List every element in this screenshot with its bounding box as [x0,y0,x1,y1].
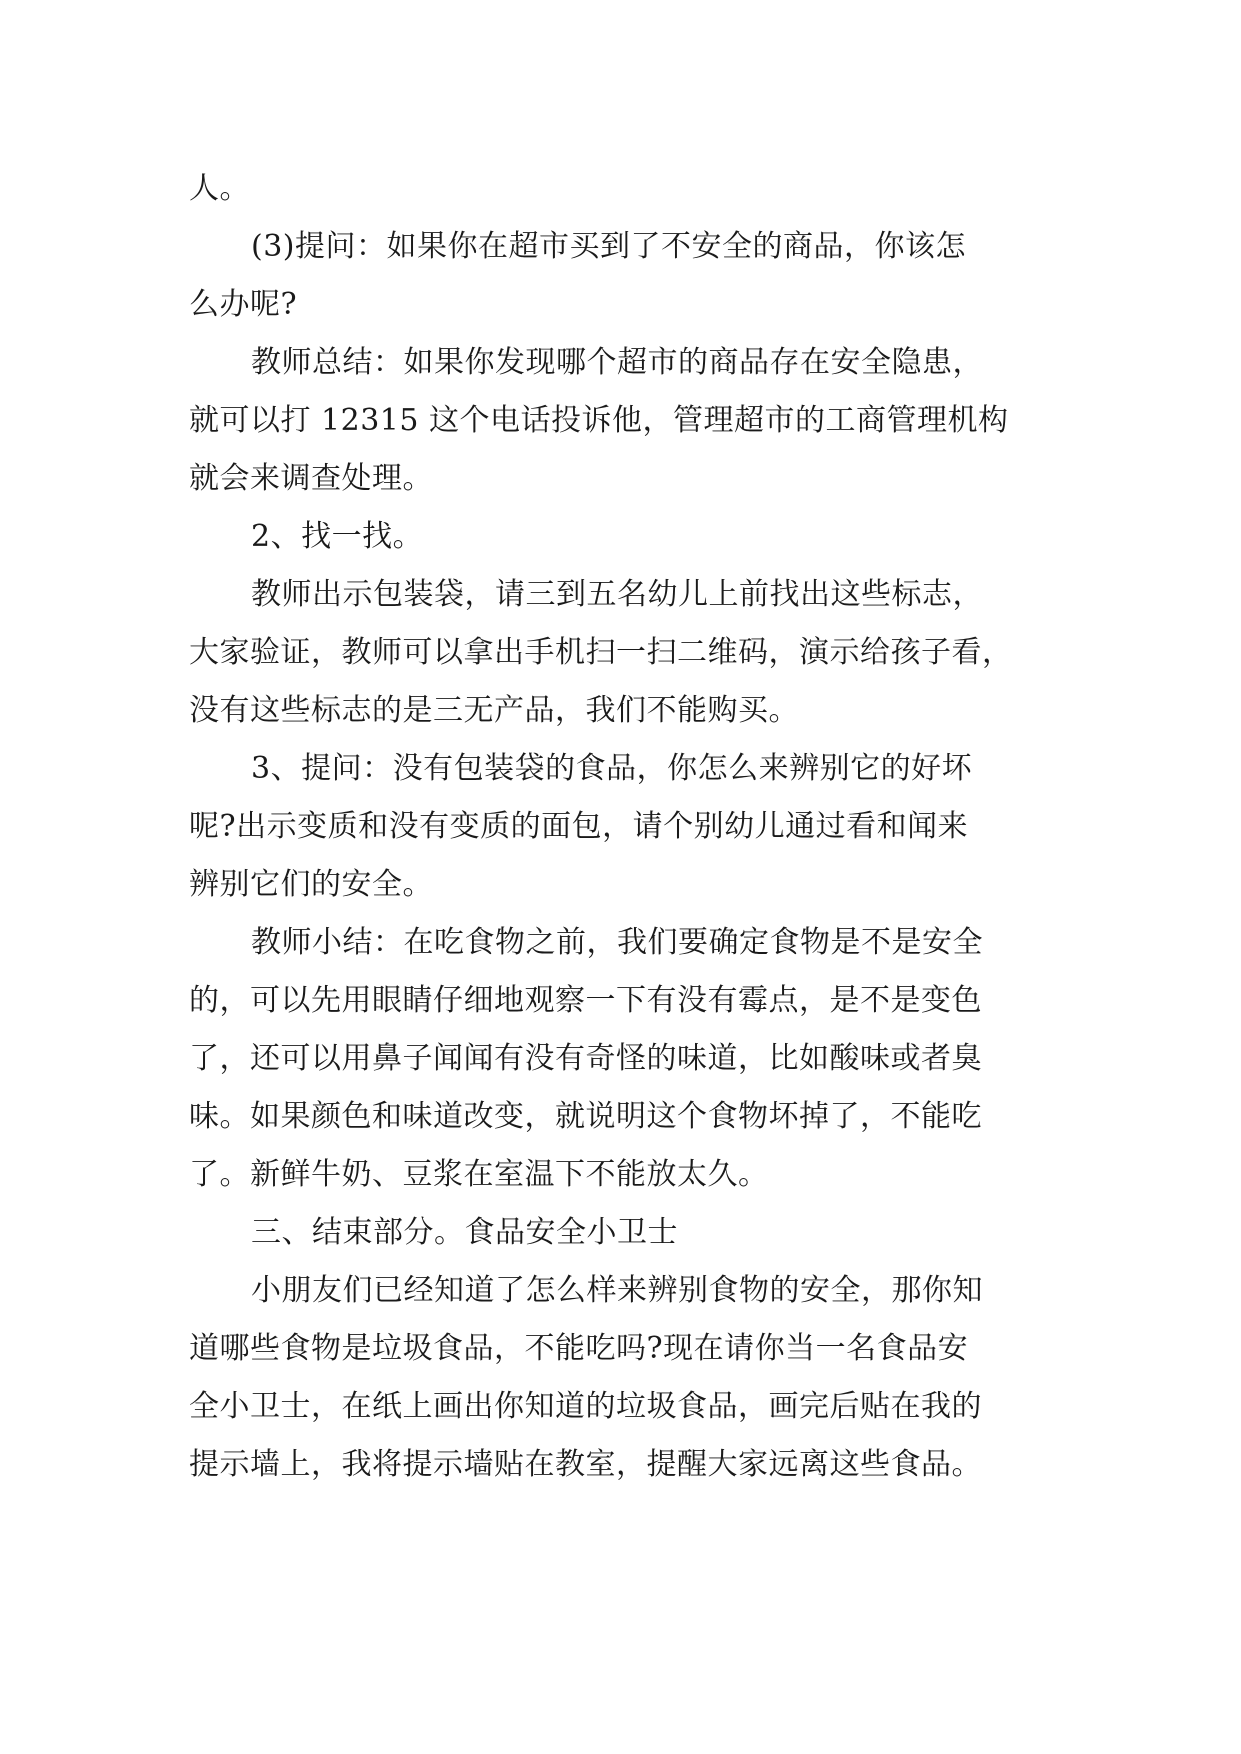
text-line: 了。新鲜牛奶、豆浆在室温下不能放太久。 [189,1157,769,1192]
document-body [189,160,1089,1494]
text-line: 大家验证，教师可以拿出手机扫一扫二维码，演示给孩子看， [189,635,1013,670]
text-line: 人。 [189,171,250,206]
paragraph-8 [189,1204,1089,1262]
paragraph-4 [189,508,1089,566]
text-line: 就可以打 12315 这个电话投诉他，管理超市的工商管理机构 [189,403,1009,438]
section-heading: 三、结束部分。食品安全小卫士 [251,1215,678,1250]
text-line: 教师出示包装袋，请三到五名幼儿上前找出这些标志， [251,577,983,612]
section-heading: 2、找一找。 [251,519,424,554]
text-line: (3)提问：如果你在超市买到了不安全的商品，你该怎 [251,229,966,264]
text-line: 教师总结：如果你发现哪个超市的商品存在安全隐患， [251,345,983,380]
paragraph-3 [189,334,1089,508]
text-line: 提示墙上，我将提示墙贴在教室，提醒大家远离这些食品。 [189,1447,982,1482]
paragraph-2 [189,218,1089,334]
text-line: 没有这些标志的是三无产品，我们不能购买。 [189,693,799,728]
text-line: 呢?出示变质和没有变质的面包，请个别幼儿通过看和闻来 [189,809,969,844]
text-line: 味。如果颜色和味道改变，就说明这个食物坏掉了，不能吃 [189,1099,982,1134]
text-line: 辨别它们的安全。 [189,867,433,902]
text-line: 的，可以先用眼睛仔细地观察一下有没有霉点，是不是变色 [189,983,982,1018]
text-line: 了，还可以用鼻子闻闻有没有奇怪的味道，比如酸味或者臭 [189,1041,982,1076]
text-line: 3、提问：没有包装袋的食品，你怎么来辨别它的好坏 [251,751,973,786]
paragraph-1 [189,160,1089,218]
text-line: 小朋友们已经知道了怎么样来辨别食物的安全，那你知 [251,1273,983,1308]
text-line: 么办呢? [189,287,298,322]
paragraph-7 [189,914,1089,1204]
text-line: 全小卫士，在纸上画出你知道的垃圾食品，画完后贴在我的 [189,1389,982,1424]
text-line: 教师小结：在吃食物之前，我们要确定食物是不是安全 [251,925,983,960]
text-line: 道哪些食物是垃圾食品，不能吃吗?现在请你当一名食品安 [189,1331,969,1366]
text-line: 就会来调查处理。 [189,461,433,496]
paragraph-9 [189,1262,1089,1494]
paragraph-6 [189,740,1089,914]
paragraph-5 [189,566,1089,740]
